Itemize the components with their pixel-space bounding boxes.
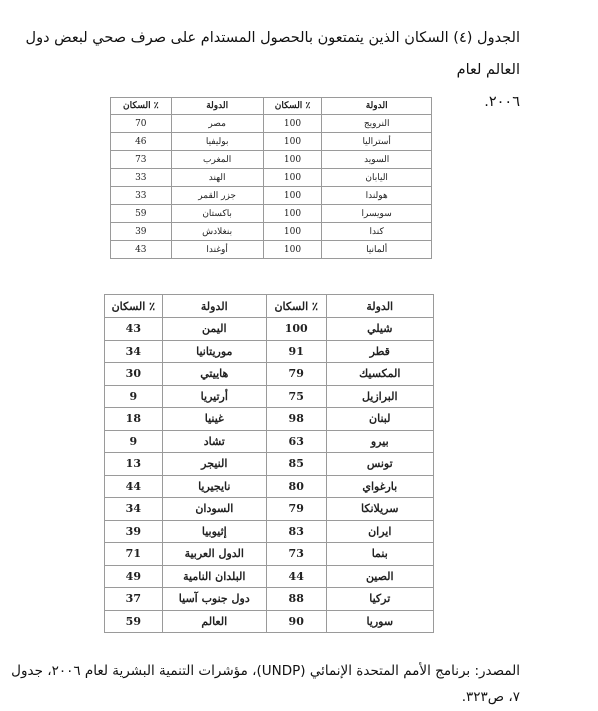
header-population-pct: السكان ٪ xyxy=(263,98,322,115)
country-cell: تشاد xyxy=(162,430,266,453)
caption-line-2: ٢٠٠٦. xyxy=(484,94,520,110)
country-cell: الدول العربية xyxy=(162,543,266,566)
population-pct-cell: 13 xyxy=(105,453,163,476)
population-pct-cell: 49 xyxy=(105,565,163,588)
country-cell: البرازيل xyxy=(326,385,433,408)
country-cell: النيجر xyxy=(162,453,266,476)
country-cell: بنغلادش xyxy=(171,223,263,241)
population-pct-cell: 73 xyxy=(266,543,326,566)
population-pct-cell: 33 xyxy=(111,187,172,205)
country-cell: تركيا xyxy=(326,588,433,611)
country-cell: باكستان xyxy=(171,205,263,223)
table-row xyxy=(105,475,434,498)
population-pct-cell: 79 xyxy=(266,498,326,521)
country-cell: شيلي xyxy=(326,318,433,341)
country-cell: مصر xyxy=(171,115,263,133)
table-row xyxy=(111,241,432,259)
country-cell: لبنان xyxy=(326,408,433,431)
population-pct-cell: 75 xyxy=(266,385,326,408)
population-pct-cell: 39 xyxy=(105,520,163,543)
population-pct-cell: 100 xyxy=(263,133,322,151)
population-pct-cell: 80 xyxy=(266,475,326,498)
population-pct-cell: 88 xyxy=(266,588,326,611)
table-row xyxy=(105,408,434,431)
country-cell: هولندا xyxy=(322,187,432,205)
header-population-pct: السكان ٪ xyxy=(111,98,172,115)
population-pct-cell: 100 xyxy=(266,318,326,341)
source-note xyxy=(10,658,520,710)
population-pct-cell: 100 xyxy=(263,241,322,259)
country-cell: الصين xyxy=(326,565,433,588)
caption-line-1: الجدول (٤) السكان الذين يتمتعون بالحصول المستدام على صرف صحي لبعض دول العالم لعام xyxy=(25,30,520,78)
country-cell: السويد xyxy=(322,151,432,169)
population-pct-cell: 63 xyxy=(266,430,326,453)
header-country: الدولة xyxy=(322,98,432,115)
country-cell: سوريا xyxy=(326,610,433,633)
source-line-2: ٧، ص٣٢٣. xyxy=(461,689,520,705)
population-pct-cell: 85 xyxy=(266,453,326,476)
population-pct-cell: 33 xyxy=(111,169,172,187)
population-pct-cell: 43 xyxy=(111,241,172,259)
country-cell: موريتانيا xyxy=(162,340,266,363)
table-row xyxy=(105,453,434,476)
country-cell: النرويج xyxy=(322,115,432,133)
header-country: الدولة xyxy=(171,98,263,115)
population-pct-cell: 43 xyxy=(105,318,163,341)
table-row xyxy=(105,543,434,566)
sanitation-table-1 xyxy=(110,97,432,259)
population-pct-cell: 34 xyxy=(105,498,163,521)
population-pct-cell: 37 xyxy=(105,588,163,611)
source-line-1: المصدر: برنامج الأمم المتحدة الإنمائي (UNDP)، مؤشرات التنمية البشرية لعام ٢٠٠٦، جدول xyxy=(11,663,520,679)
population-pct-cell: 100 xyxy=(263,115,322,133)
country-cell: هاييتي xyxy=(162,363,266,386)
population-pct-cell: 9 xyxy=(105,430,163,453)
table-row xyxy=(105,588,434,611)
population-pct-cell: 30 xyxy=(105,363,163,386)
population-pct-cell: 98 xyxy=(266,408,326,431)
country-cell: إثيوبيا xyxy=(162,520,266,543)
country-cell: اليمن xyxy=(162,318,266,341)
sanitation-table-2 xyxy=(104,294,434,633)
population-pct-cell: 44 xyxy=(266,565,326,588)
table-row xyxy=(105,340,434,363)
table-row xyxy=(111,205,432,223)
population-pct-cell: 70 xyxy=(111,115,172,133)
population-pct-cell: 34 xyxy=(105,340,163,363)
country-cell: سريلانكا xyxy=(326,498,433,521)
table-row xyxy=(105,430,434,453)
population-pct-cell: 18 xyxy=(105,408,163,431)
table-row xyxy=(111,133,432,151)
country-cell: المكسيك xyxy=(326,363,433,386)
country-cell: دول جنوب آسيا xyxy=(162,588,266,611)
table-row xyxy=(111,169,432,187)
population-pct-cell: 39 xyxy=(111,223,172,241)
population-pct-cell: 100 xyxy=(263,169,322,187)
country-cell: تونس xyxy=(326,453,433,476)
population-pct-cell: 100 xyxy=(263,205,322,223)
population-pct-cell: 73 xyxy=(111,151,172,169)
population-pct-cell: 100 xyxy=(263,187,322,205)
country-cell: ايران xyxy=(326,520,433,543)
country-cell: البلدان النامية xyxy=(162,565,266,588)
table-header-row xyxy=(105,295,434,318)
country-cell: العالم xyxy=(162,610,266,633)
country-cell: بارغواي xyxy=(326,475,433,498)
country-cell: ألمانيا xyxy=(322,241,432,259)
population-pct-cell: 71 xyxy=(105,543,163,566)
table-row xyxy=(111,151,432,169)
country-cell: بنما xyxy=(326,543,433,566)
table-row xyxy=(105,610,434,633)
country-cell: غينيا xyxy=(162,408,266,431)
population-pct-cell: 9 xyxy=(105,385,163,408)
table-header-row xyxy=(111,98,432,115)
country-cell: أرتيريا xyxy=(162,385,266,408)
country-cell: سويسرا xyxy=(322,205,432,223)
population-pct-cell: 90 xyxy=(266,610,326,633)
table-row xyxy=(105,363,434,386)
population-pct-cell: 100 xyxy=(263,223,322,241)
table-row xyxy=(111,223,432,241)
country-cell: قطر xyxy=(326,340,433,363)
country-cell: أوغندا xyxy=(171,241,263,259)
population-pct-cell: 59 xyxy=(105,610,163,633)
country-cell: السودان xyxy=(162,498,266,521)
country-cell: بيرو xyxy=(326,430,433,453)
country-cell: جزر القمر xyxy=(171,187,263,205)
country-cell: اليابان xyxy=(322,169,432,187)
country-cell: بوليفيا xyxy=(171,133,263,151)
table-body xyxy=(111,115,432,259)
table-body xyxy=(105,318,434,633)
population-pct-cell: 44 xyxy=(105,475,163,498)
population-pct-cell: 91 xyxy=(266,340,326,363)
country-cell: المغرب xyxy=(171,151,263,169)
table-row xyxy=(105,318,434,341)
header-population-pct: السكان ٪ xyxy=(105,295,163,318)
table-row xyxy=(105,520,434,543)
header-country: الدولة xyxy=(162,295,266,318)
country-cell: الهند xyxy=(171,169,263,187)
table-row xyxy=(105,498,434,521)
header-country: الدولة xyxy=(326,295,433,318)
population-pct-cell: 59 xyxy=(111,205,172,223)
table-row xyxy=(105,385,434,408)
table-row xyxy=(111,187,432,205)
country-cell: نايجيريا xyxy=(162,475,266,498)
population-pct-cell: 100 xyxy=(263,151,322,169)
population-pct-cell: 83 xyxy=(266,520,326,543)
population-pct-cell: 79 xyxy=(266,363,326,386)
population-pct-cell: 46 xyxy=(111,133,172,151)
country-cell: أستراليا xyxy=(322,133,432,151)
table-row xyxy=(105,565,434,588)
table-row xyxy=(111,115,432,133)
header-population-pct: السكان ٪ xyxy=(266,295,326,318)
country-cell: كندا xyxy=(322,223,432,241)
